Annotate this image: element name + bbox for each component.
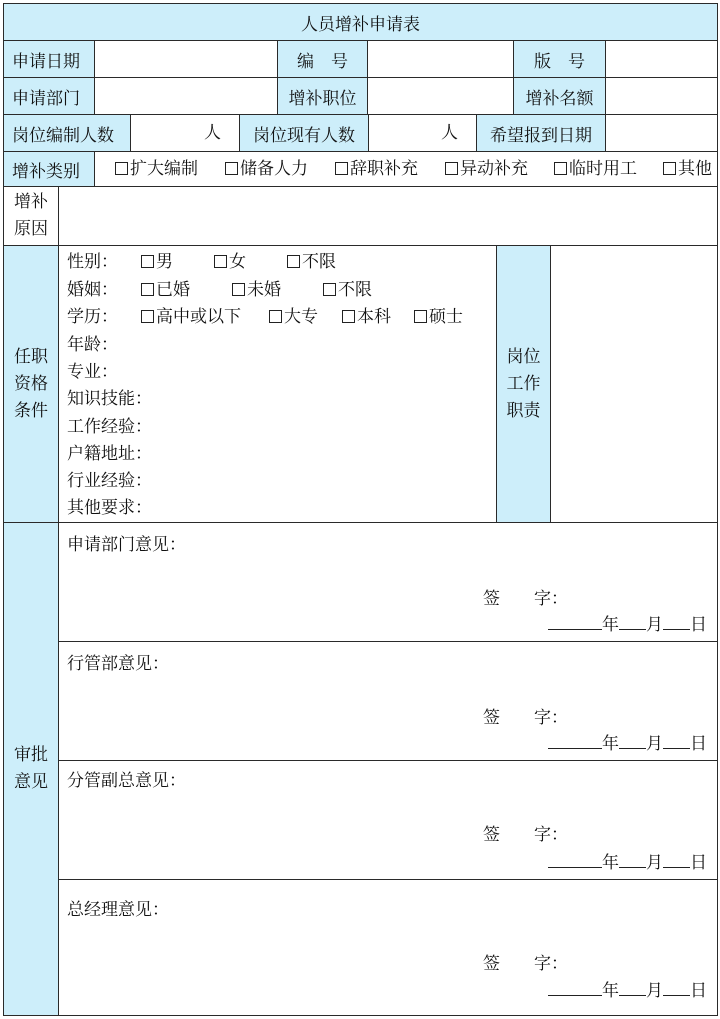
checkbox-icon — [323, 283, 336, 296]
checkbox-icon — [445, 162, 458, 175]
industry-exp-label: 行业经验： — [67, 471, 152, 491]
gender-any[interactable]: 不限 — [287, 252, 336, 272]
approval-section-dept[interactable] — [58, 522, 718, 642]
current-count-label: 岗位现有人数 — [239, 114, 369, 152]
supplement-type-options — [94, 151, 718, 187]
checkbox-icon — [214, 255, 227, 268]
checkbox-icon — [287, 255, 300, 268]
report-date-field[interactable] — [605, 114, 718, 152]
staffing-field[interactable] — [130, 114, 240, 152]
unit-person: 人 — [204, 123, 221, 143]
education-college[interactable]: 大专 — [269, 307, 318, 327]
education-master[interactable]: 硕士 — [414, 307, 463, 327]
apply-dept-label: 申请部门 — [3, 77, 95, 115]
checkbox-icon — [335, 162, 348, 175]
other-req-label: 其他要求： — [67, 498, 152, 518]
version-field[interactable] — [605, 40, 718, 78]
checkbox-icon — [141, 255, 154, 268]
sign-label: 签 字： — [483, 589, 568, 609]
quota-field[interactable] — [605, 77, 718, 115]
checkbox-icon — [342, 310, 355, 323]
sign-label: 签 字： — [483, 825, 568, 845]
education-bachelor[interactable]: 本科 — [342, 307, 391, 327]
number-field[interactable] — [367, 40, 514, 78]
major-label: 专业： — [67, 362, 118, 382]
education-label: 学历： — [67, 307, 118, 327]
marriage-any[interactable]: 不限 — [323, 280, 372, 300]
qualification-label: 任职 资格 条件 — [3, 245, 59, 523]
household-label: 户籍地址： — [67, 444, 152, 464]
supplement-type-label: 增补类别 — [3, 151, 95, 187]
option-other[interactable]: 其他 — [663, 159, 712, 179]
checkbox-icon — [554, 162, 567, 175]
reason-label: 增补 原因 — [3, 186, 59, 246]
duty-field[interactable] — [550, 245, 718, 523]
report-date-label: 希望报到日期 — [476, 114, 606, 152]
checkbox-icon — [115, 162, 128, 175]
checkbox-icon — [269, 310, 282, 323]
gender-label: 性别： — [67, 252, 118, 272]
number-label: 编 号 — [277, 40, 368, 78]
apply-date-field[interactable] — [94, 40, 278, 78]
form-title — [3, 3, 718, 41]
skills-label: 知识技能： — [67, 389, 152, 409]
experience-label: 工作经验： — [67, 417, 152, 437]
reason-field[interactable] — [58, 186, 718, 246]
checkbox-icon — [141, 310, 154, 323]
checkbox-icon — [141, 283, 154, 296]
date-line: 年 月 日 — [548, 981, 707, 1001]
current-count-field[interactable] — [368, 114, 477, 152]
duty-label: 岗位 工作 职责 — [496, 245, 551, 523]
option-transfer[interactable]: 异动补充 — [445, 159, 528, 179]
marriage-single[interactable]: 未婚 — [232, 280, 281, 300]
checkbox-icon — [225, 162, 238, 175]
staffing-label: 岗位编制人数 — [3, 114, 131, 152]
age-label: 年龄： — [67, 335, 118, 355]
qualification-content — [58, 245, 497, 523]
option-reserve[interactable]: 储备人力 — [225, 159, 308, 179]
approval-title: 总经理意见： — [67, 900, 169, 920]
approval-title: 行管部意见： — [67, 654, 169, 674]
date-line: 年 月 日 — [548, 853, 707, 873]
gender-female[interactable]: 女 — [214, 252, 246, 272]
option-temporary[interactable]: 临时用工 — [554, 159, 637, 179]
sign-label: 签 字： — [483, 954, 568, 974]
checkbox-icon — [663, 162, 676, 175]
unit-person: 人 — [441, 123, 458, 143]
approval-section-gm[interactable] — [58, 879, 718, 1016]
apply-dept-field[interactable] — [94, 77, 278, 115]
approval-section-admin[interactable] — [58, 641, 718, 761]
checkbox-icon — [232, 283, 245, 296]
approval-section-vp[interactable] — [58, 760, 718, 880]
option-expand[interactable]: 扩大编制 — [115, 159, 198, 179]
quota-label: 增补名额 — [513, 77, 606, 115]
approval-title: 申请部门意见： — [67, 535, 186, 555]
marriage-married[interactable]: 已婚 — [141, 280, 190, 300]
option-resign[interactable]: 辞职补充 — [335, 159, 418, 179]
date-line: 年 月 日 — [548, 734, 707, 754]
education-highschool[interactable]: 高中或以下 — [141, 307, 241, 327]
marriage-label: 婚姻： — [67, 280, 118, 300]
position-field[interactable] — [367, 77, 514, 115]
position-label: 增补职位 — [277, 77, 368, 115]
approval-label: 审批 意见 — [3, 522, 59, 1016]
apply-date-label: 申请日期 — [3, 40, 95, 78]
gender-male[interactable]: 男 — [141, 252, 173, 272]
version-label: 版 号 — [513, 40, 606, 78]
sign-label: 签 字： — [483, 708, 568, 728]
approval-title: 分管副总意见： — [67, 771, 186, 791]
date-line: 年 月 日 — [548, 615, 707, 635]
form-title-text: 人员增补申请表 — [301, 14, 420, 35]
checkbox-icon — [414, 310, 427, 323]
